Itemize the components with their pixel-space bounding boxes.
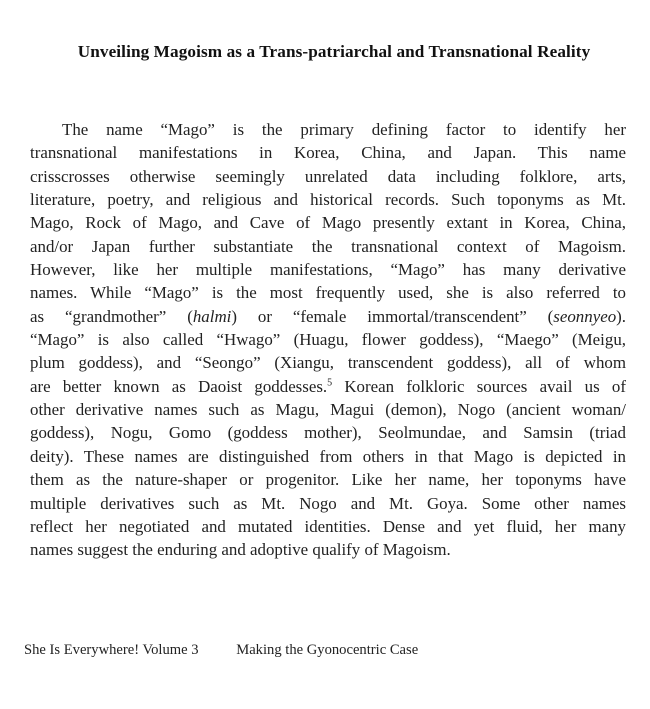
- paragraph-line: transnational manifestations in Korea, China, and Japan. This name: [30, 143, 626, 163]
- paragraph-line: goddess), Nogu, Gomo (goddess mother), Seolmundae, and Samsin (triad: [30, 423, 626, 443]
- body-paragraph: [30, 118, 626, 562]
- paragraph-line: deity). These names are distinguished from others in that Mago is depicted in: [30, 446, 626, 466]
- paragraph-line: names. While “Mago” is the most frequently used, she is also referred to: [30, 283, 626, 303]
- paragraph-line: The name “Mago” is the primary defining factor to identify her: [62, 120, 626, 139]
- paragraph-line: other derivative names such as Magu, Magui (demon), Nogo (ancient woman/: [30, 400, 626, 420]
- paragraph-line: and/or Japan further substantiate the transnational context of Magoism.: [30, 236, 626, 256]
- paragraph-line: plum goddess), and “Seongo” (Xiangu, transcendent goddess), all of whom: [30, 353, 626, 373]
- section-heading: Unveiling Magoism as a Trans-patriarchal and Transnational Reality: [77, 42, 591, 61]
- page-footer: [24, 642, 418, 659]
- paragraph-line: names suggest the enduring and adoptive qualify of Magoism.: [30, 540, 451, 560]
- paragraph-line: crisscrosses otherwise seemingly unrelated data including folklore, arts,: [30, 166, 626, 186]
- footnote-marker: 5: [327, 377, 333, 389]
- paragraph-line: “Mago” is also called “Hwago” (Huagu, flower goddess), “Maego” (Meigu,: [30, 330, 626, 350]
- italic-term-seonnyeo: seonnyeo: [553, 306, 617, 326]
- paragraph-line: multiple derivatives such as Mt. Nogo and Mt. Goya. Some other names: [30, 493, 626, 513]
- paragraph-line: literature, poetry, and religious and historical records. Such toponyms as Mt.: [30, 190, 626, 210]
- footer-book-subtitle: Making the Gyonocentric Case: [236, 642, 419, 658]
- paragraph-line: are better known as Daoist goddesses.$^5$ Korean folkloric sources avail us of: [30, 376, 626, 396]
- footer-series-title: She Is Everywhere! Volume 3: [24, 642, 199, 658]
- paragraph-line: them as the nature-shaper or progenitor. Like her name, her toponyms have: [30, 470, 626, 490]
- paragraph-line: However, like her multiple manifestations, “Mago” has many derivative: [30, 260, 626, 280]
- italic-term-halmi: halmi: [192, 306, 232, 326]
- paragraph-line: as “grandmother” (halmi) or “female immortal/transcendent” (seonnyeo).: [30, 306, 627, 326]
- paragraph-line: Mago, Rock of Mago, and Cave of Mago presently extant in Korea, China,: [30, 213, 626, 233]
- paragraph-line: reflect her negotiated and mutated identities. Dense and yet fluid, her many: [30, 516, 626, 536]
